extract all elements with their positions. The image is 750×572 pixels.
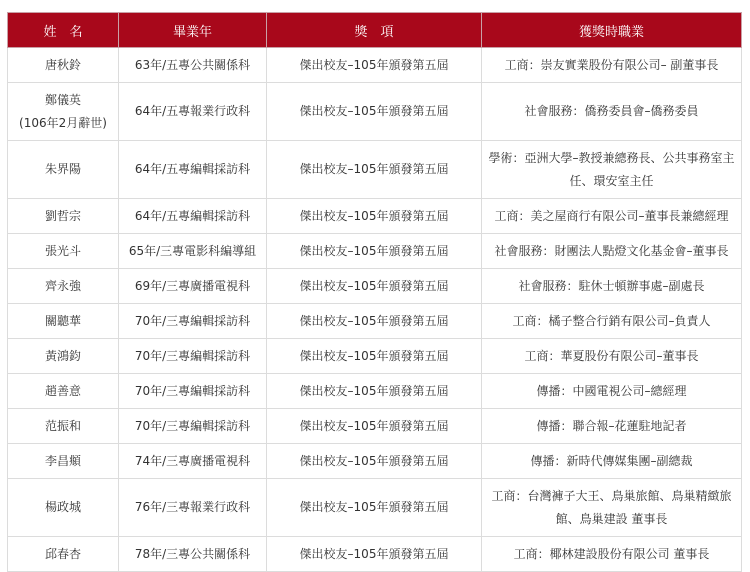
alumni-name: 劉哲宗 <box>44 208 81 223</box>
cell-occupation: 社會服務：駐休士頓辦事處–副處長 <box>482 269 742 304</box>
header-name: 姓 名 <box>8 13 119 48</box>
cell-occupation: 工商：橘子整合行銷有限公司–負責人 <box>482 304 742 339</box>
cell-name <box>8 83 119 141</box>
cell-name <box>8 537 119 572</box>
cell-graduation-year: 74年/三專廣播電視科 <box>119 444 267 479</box>
cell-award: 傑出校友–105年頒發第五屆 <box>267 141 482 199</box>
cell-award: 傑出校友–105年頒發第五屆 <box>267 409 482 444</box>
cell-occupation: 社會服務：財團法人點燈文化基金會–董事長 <box>482 234 742 269</box>
cell-name <box>8 234 119 269</box>
cell-graduation-year: 76年/三專報業行政科 <box>119 479 267 537</box>
cell-award: 傑出校友–105年頒發第五屆 <box>267 304 482 339</box>
cell-graduation-year: 70年/三專編輯採訪科 <box>119 409 267 444</box>
table-row <box>8 304 742 339</box>
table-row <box>8 48 742 83</box>
table-row <box>8 444 742 479</box>
cell-award: 傑出校友–105年頒發第五屆 <box>267 374 482 409</box>
cell-name <box>8 48 119 83</box>
cell-graduation-year: 65年/三專電影科編導組 <box>119 234 267 269</box>
cell-occupation: 工商：崇友實業股份有限公司– 副董事長 <box>482 48 742 83</box>
cell-graduation-year: 64年/五專編輯採訪科 <box>119 199 267 234</box>
alumni-name: 關聽華 <box>44 313 81 328</box>
cell-award: 傑出校友–105年頒發第五屆 <box>267 234 482 269</box>
cell-graduation-year: 64年/五專編輯採訪科 <box>119 141 267 199</box>
header-graduation-year: 畢業年 <box>119 13 267 48</box>
table-row <box>8 479 742 537</box>
cell-name <box>8 269 119 304</box>
alumni-name-note: (106年2月辭世) <box>19 115 107 130</box>
table-row <box>8 199 742 234</box>
cell-name <box>8 444 119 479</box>
table-row <box>8 83 742 141</box>
table-row <box>8 409 742 444</box>
alumni-name: 黃鴻鈞 <box>44 348 81 363</box>
alumni-name: 唐秋鈴 <box>44 57 81 72</box>
cell-award: 傑出校友–105年頒發第五屆 <box>267 444 482 479</box>
cell-graduation-year: 64年/五專報業行政科 <box>119 83 267 141</box>
table-row <box>8 269 742 304</box>
cell-award: 傑出校友–105年頒發第五屆 <box>267 83 482 141</box>
cell-graduation-year: 78年/三專公共關係科 <box>119 537 267 572</box>
table-row <box>8 339 742 374</box>
table-body <box>8 48 742 572</box>
cell-graduation-year: 63年/五專公共關係科 <box>119 48 267 83</box>
cell-name <box>8 199 119 234</box>
cell-award: 傑出校友–105年頒發第五屆 <box>267 537 482 572</box>
table-header <box>8 13 742 48</box>
cell-graduation-year: 69年/三專廣播電視科 <box>119 269 267 304</box>
table-row <box>8 374 742 409</box>
table-row <box>8 141 742 199</box>
cell-name <box>8 479 119 537</box>
header-award: 獎 項 <box>267 13 482 48</box>
cell-name <box>8 339 119 374</box>
alumni-name: 范振和 <box>44 418 81 433</box>
alumni-name: 趙善意 <box>44 383 81 398</box>
cell-occupation: 學術：亞洲大學–教授兼總務長、公共事務室主任、環安室主任 <box>482 141 742 199</box>
alumni-name: 邱春杏 <box>44 546 81 561</box>
alumni-name: 楊政城 <box>44 500 81 514</box>
cell-occupation: 傳播：中國電視公司–總經理 <box>482 374 742 409</box>
alumni-name: 齊永強 <box>44 278 81 293</box>
alumni-name: 張光斗 <box>44 243 81 258</box>
cell-occupation: 傳播：聯合報–花蓮駐地記者 <box>482 409 742 444</box>
cell-occupation: 社會服務：僑務委員會–僑務委員 <box>482 83 742 141</box>
cell-award: 傑出校友–105年頒發第五屆 <box>267 269 482 304</box>
cell-occupation: 工商：台灣褲子大王、鳥巢旅館、鳥巢精緻旅館、鳥巢建設 董事長 <box>482 479 742 537</box>
header-row <box>8 13 742 48</box>
alumni-award-table <box>7 12 742 572</box>
table-row <box>8 537 742 572</box>
cell-occupation: 工商：美之屋商行有限公司–董事長兼總經理 <box>482 199 742 234</box>
cell-award: 傑出校友–105年頒發第五屆 <box>267 479 482 537</box>
alumni-name: 朱界陽 <box>44 162 81 176</box>
cell-award: 傑出校友–105年頒發第五屆 <box>267 339 482 374</box>
cell-occupation: 傳播：新時代傳媒集團–副總裁 <box>482 444 742 479</box>
table-row <box>8 234 742 269</box>
cell-graduation-year: 70年/三專編輯採訪科 <box>119 339 267 374</box>
cell-name <box>8 409 119 444</box>
cell-name <box>8 374 119 409</box>
cell-graduation-year: 70年/三專編輯採訪科 <box>119 374 267 409</box>
cell-award: 傑出校友–105年頒發第五屆 <box>267 48 482 83</box>
alumni-name: 李昌頫 <box>44 453 81 468</box>
cell-occupation: 工商：椰林建設股份有限公司 董事長 <box>482 537 742 572</box>
cell-name <box>8 304 119 339</box>
header-occupation: 獲獎時職業 <box>482 13 742 48</box>
cell-occupation: 工商：華夏股份有限公司–董事長 <box>482 339 742 374</box>
cell-graduation-year: 70年/三專編輯採訪科 <box>119 304 267 339</box>
cell-award: 傑出校友–105年頒發第五屆 <box>267 199 482 234</box>
cell-name <box>8 141 119 199</box>
alumni-name: 鄭儀英 <box>44 92 81 107</box>
